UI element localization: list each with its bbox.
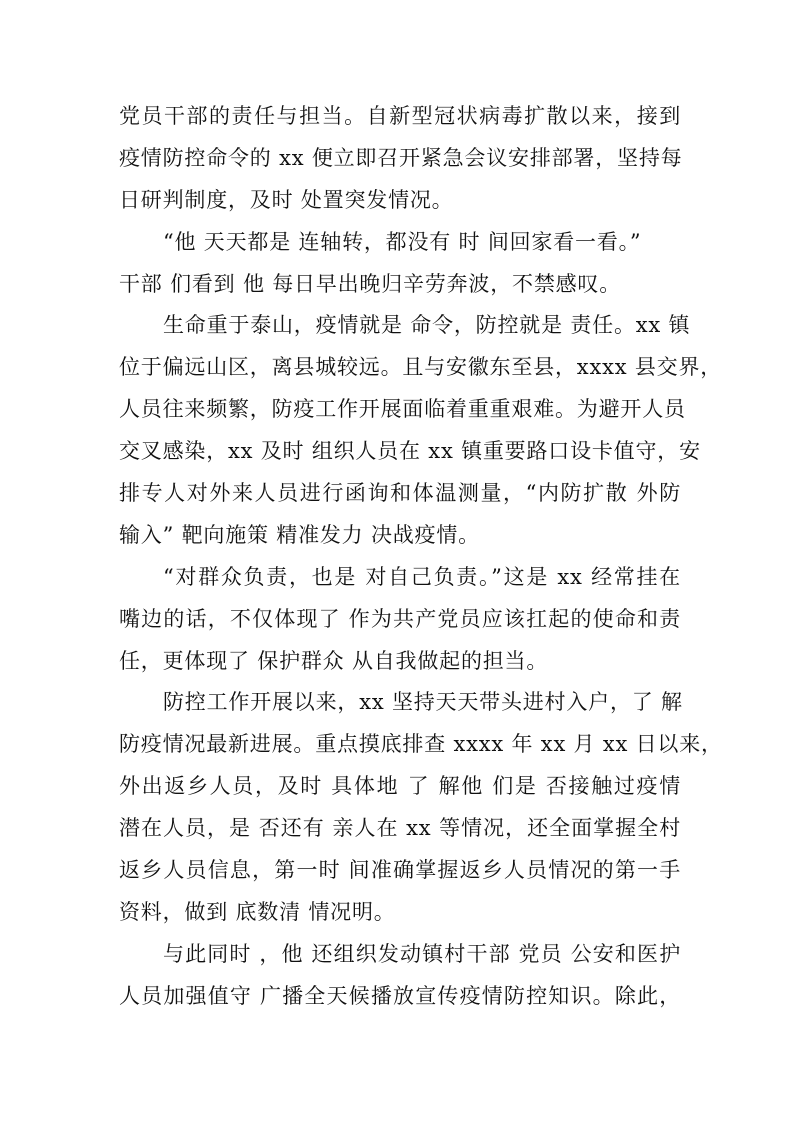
paragraph-first-line: 防控工作开展以来，xx 坚持天天带头进村入户，了 解 — [163, 690, 683, 715]
document-body — [119, 96, 723, 1018]
text-line: 返乡人员信息，第一时 间准确掌握返乡人员情况的第一手 — [119, 858, 681, 883]
text-line: 位于偏远山区，离县城较远。且与安徽东至县，xxxx 县交界， — [119, 355, 723, 380]
paragraph-first-line: “对群众负责，也是 对自己负责。”这是 xx 经常挂在 — [163, 564, 681, 589]
text-line: 干部 们看到 他 每日早出晚归辛劳奔波，不禁感叹。 — [119, 271, 622, 296]
text-line: 防疫情况最新进展。重点摸底排查 xxxx 年 xx 月 xx 日以来， — [119, 732, 723, 757]
text-line: 外出返乡人员，及时 具体地 了 解他 们是 否接触过疫情 — [119, 774, 681, 799]
text-line: 交叉感染，xx 及时 组织人员在 xx 镇重要路口设卡值守，安 — [119, 439, 701, 464]
text-line: 潜在人员，是 否还有 亲人在 xx 等情况，还全面掌握全村 — [119, 816, 681, 841]
text-line: 排专人对外来人员进行函询和体温测量，“内防扩散 外防 — [119, 481, 681, 506]
text-line: 输入” 靶向施策 精准发力 决战疫情。 — [119, 522, 480, 547]
text-line: 疫情防控命令的 xx 便立即召开紧急会议安排部署，坚持每 — [119, 145, 683, 170]
text-line: 资料，做到 底数清 情况明。 — [119, 899, 396, 924]
text-line: 嘴边的话，不仅体现了 作为共产党员应该扛起的使命和责 — [119, 606, 681, 631]
text-line: 人员加强值守 广播全天候播放宣传疫情防控知识。除此， — [119, 983, 681, 1008]
paragraph-first-line: 与此同时 ，他 还组织发动镇村干部 党员 公安和医护 — [163, 941, 681, 966]
text-line: 人员往来频繁，防疫工作开展面临着重重艰难。为避开人员 — [119, 397, 686, 422]
text-line: 党员干部的责任与担当。自新型冠状病毒扩散以来，接到 — [119, 104, 681, 128]
paragraph-first-line: 生命重于泰山，疫情就是 命令，防控就是 责任。xx 镇 — [163, 313, 691, 338]
paragraph-first-line: “他 天天都是 连轴转，都没有 时 间回家看一看。” — [163, 229, 642, 254]
text-line: 日研判制度，及时 处置突发情况。 — [119, 187, 454, 212]
text-line: 任，更体现了 保护群众 从自我做起的担当。 — [119, 648, 549, 673]
